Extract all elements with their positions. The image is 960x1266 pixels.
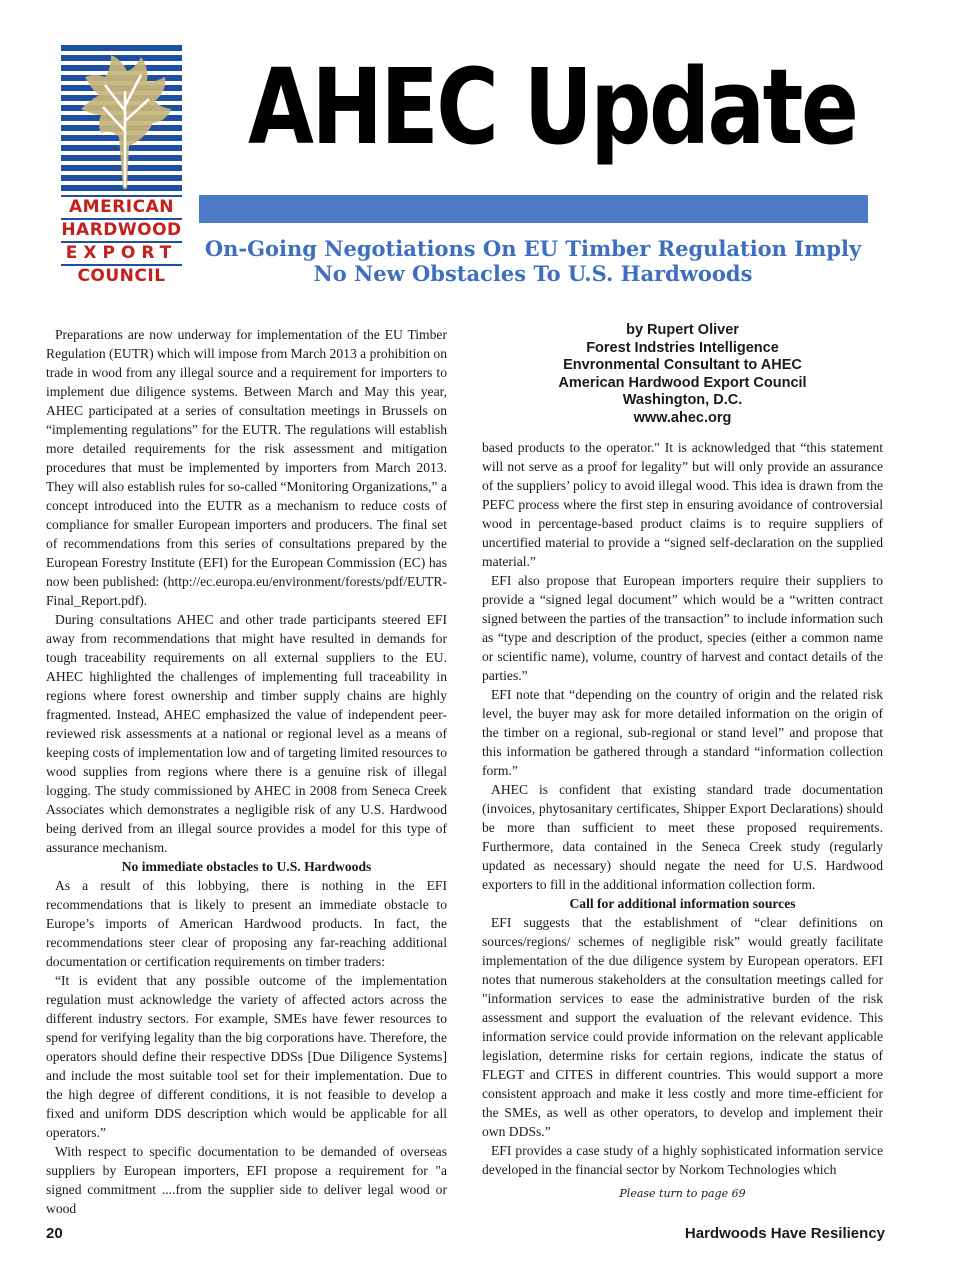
section-subheading: Call for additional information sources (569, 896, 796, 911)
byline-website: www.ahec.org (633, 409, 732, 426)
body-paragraph: Preparations are now underway for implementation of the EU Timber Regulation (EUTR) which will impose from March 2013 a prohibition on trade in wood from any illegal source and a requirement for importers to implement due diligence systems. Between March and May this year, AHEC participated at a series of consultation meetings in Brussels on “implementing regulations” for the EUTR. The regulations will establish more detailed requirements for the risk assessment and mitigation procedures that must be implemented by importers from March 2013. They will also establish rules for so-called “Monitoring Organizations,” a concept introduced into the EUTR as a mechanism to reduce costs of compliance for smaller European importers and producers. The final set of recommendations from this series of consultations prepared by the European Forestry Institute (EFI) for the European Commission (EC) has now been published: (http://ec.europa.eu/environment/forests/pdf/EUTR-Final_Report.pdf). (46, 327, 447, 608)
byline (482, 322, 883, 428)
logo-word-american: AMERICAN (61, 195, 182, 218)
logo-word-hardwood: HARDWOOD (61, 220, 182, 240)
oak-leaf-icon (75, 51, 175, 191)
section-subheading: No immediate obstacles to U.S. Hardwoods (121, 859, 372, 874)
byline-line: American Hardwood Export Council (558, 374, 807, 391)
logo-word-council: COUNCIL (61, 264, 182, 287)
body-paragraph: based products to the operator." It is acknowledged that “this statement will not serve as a proof for legality” but will only provide an assurance of the suppliers’ policy to avoid illegal wood. This idea is drawn from the PEFC process where the first step in ensuring avoidance of controversial wood in percentage-based product claims is to require suppliers of uncertified material to provide a “signed self-declaration on the supplied material.” (482, 440, 883, 569)
byline-author: by Rupert Oliver (626, 322, 739, 338)
body-paragraph: As a result of this lobbying, there is nothing in the EFI recommendations that is likely to present an immediate obstacle to Europe’s imports of American Hardwood products. In fact, the recommendations steer clear of proposing any far-reaching additional documentation or certification requirements on timber traders: (46, 878, 447, 969)
right-column (482, 438, 883, 1179)
body-paragraph: AHEC is confident that existing standard trade documentation (invoices, phytosanitary certificates, Shipper Export Declarations) should be more than sufficient to meet these proposed requirements. Furthermore, data contained in the Seneca Creek study (regularly updated as necessary) should negate the need for U.S. Hardwood exporters to fill in the additional information collection form. (482, 782, 883, 892)
section-footer: Hardwoods Have Resiliency (684, 1225, 885, 1242)
logo-wordmark (61, 195, 182, 287)
ahec-logo (61, 45, 182, 299)
left-column (46, 325, 447, 1218)
body-paragraph: EFI note that “depending on the country of origin and the related risk level, the buyer may ask for more detailed information on the origin of the timber on a regional, sub-regional or stand level” and propose that this information be gathered through a standard “information collection form.” (482, 687, 883, 778)
byline-line: Envronmental Consultant to AHEC (563, 357, 802, 374)
byline-line: Forest Indstries Intelligence (586, 339, 779, 356)
masthead-title: AHEC Update (248, 46, 857, 168)
body-paragraph: EFI also propose that European importers require their suppliers to provide a “signed legal document” which would be a “written contract signed between the parties of the transaction” to include information such as “type and description of the product, species (either a common name or scientific name), volume, country of harvest and contact details of the parties.” (482, 573, 883, 683)
body-paragraph: “It is evident that any possible outcome of the implementation regulation must acknowledge the variety of affected actors across the different industry sectors. For example, SMEs have fewer resources to spend for verifying legality than the big corporations have. Therefore, the operators should define their respective DDSs [Due Diligence Systems] and include the most suitable tool set for their implementation. Due to the high degree of different conditions, it is not feasible to develop a fixed and uniform DDS description which would be applicable for all operators.” (46, 973, 447, 1140)
logo-word-export: EXPORT (61, 241, 182, 264)
body-paragraph: EFI suggests that the establishment of “clear definitions on sources/regions/ schemes of negligible risk” would greatly facilitate implementation of the due diligence system by European operators. EFI notes that numerous stakeholders at the consultation meetings called for "information services to ease the administrative burden of the risk assessment and support the evaluation of the relevant evidence. This information service could provide information on the relevant applicable legislation, determine risks for certain regions, indicate the status of FLEGT and CITES in different countries. This would support a more consistent approach and make it less costly and more time-efficient for the SMEs, as well as other operators, to develop and implement their own DDSs.” (482, 915, 883, 1139)
continuation-note: Please turn to page 69 (619, 1187, 746, 1200)
body-paragraph: EFI provides a case study of a highly sophisticated information service developed in the financial sector by Norkom Technologies which (482, 1143, 883, 1177)
masthead-bar (199, 195, 868, 223)
page-number: 20 (46, 1225, 63, 1242)
body-paragraph: During consultations AHEC and other trade participants steered EFI away from recommendations that might have resulted in demands for tough traceability requirements on all external suppliers to the EU. AHEC highlighted the challenges of implementing full traceability in regions where forest ownership and timber supply chains are highly fragmented. Instead, AHEC emphasized the value of independent peer-reviewed risk assessments at a national or regional level as a means of keeping costs of implementation low and of targeting limited resources to wood supplies from regions where there is a genuine risk of illegal logging. The study commissioned by AHEC in 2008 from Seneca Creek Associates which demonstrates a negligible risk of any U.S. Hardwood being derived from an illegal source provides a model for this type of assurance mechanism. (46, 612, 447, 855)
body-paragraph: With respect to specific documentation to be demanded of overseas suppliers by European importers, EFI propose a requirement for "a signed commitment ....from the supplier side to deliver legal wood or wood (46, 1144, 447, 1216)
byline-line: Washington, D.C. (622, 392, 743, 409)
article-headline: On-Going Negotiations On EU Timber Regulation Imply No New Obstacles To U.S. Hardwoods (204, 236, 862, 286)
